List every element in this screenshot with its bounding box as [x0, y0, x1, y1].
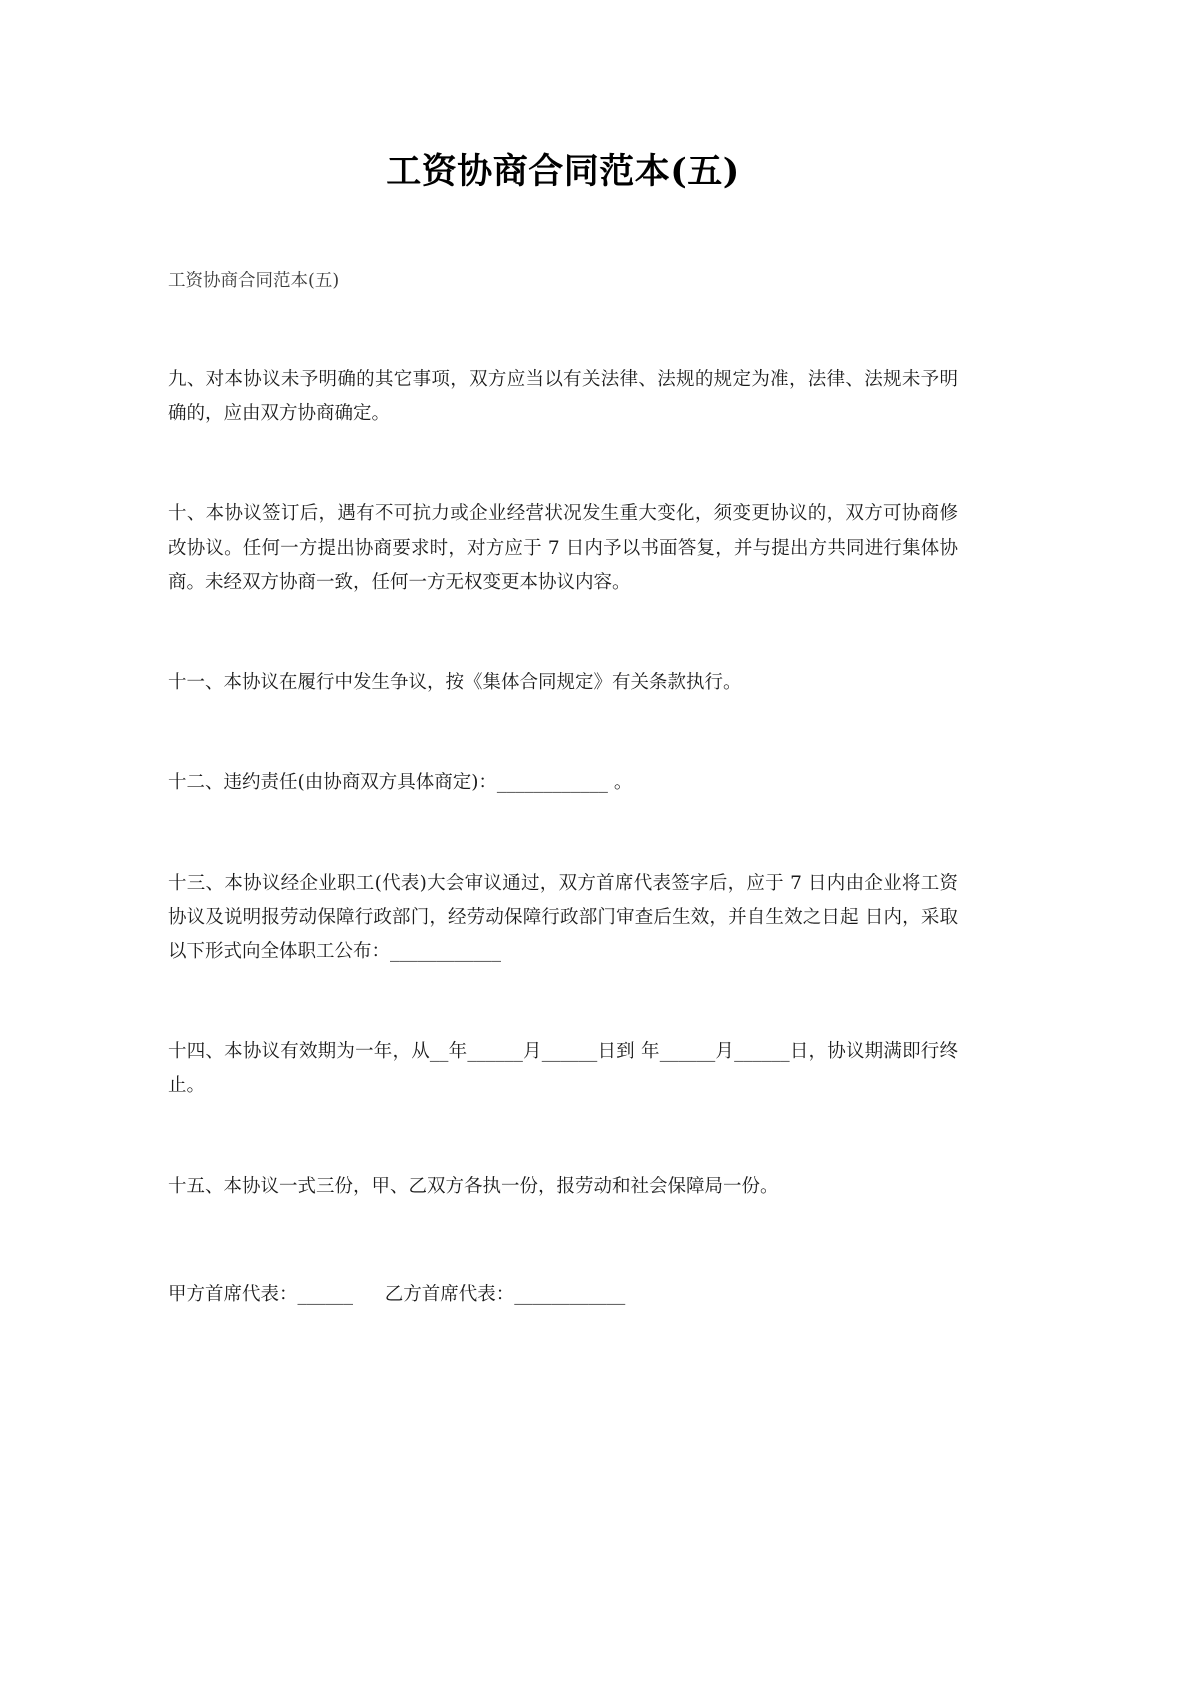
clause-fourteen: 十四、本协议有效期为一年，从__年______月______日到 年______月______日，协议期满即行终止。	[168, 1041, 958, 1097]
clause-thirteen: 十三、本协议经企业职工(代表)大会审议通过，双方首席代表签字后，应于 7 日内由企业将工资协议及说明报劳动保障行政部门，经劳动保障行政部门审查后生效，并自生效之日起 日内，采取以下形式向全体职工公布：____________	[168, 872, 958, 962]
clause-fifteen: 十五、本协议一式三份，甲、乙双方各执一份，报劳动和社会保障局一份。	[168, 1175, 779, 1197]
page-title: 工资协商合同范本(五)	[386, 151, 740, 192]
party-b-signature-label: 乙方首席代表：____________	[384, 1283, 626, 1305]
clause-twelve: 十二、违约责任(由协商双方具体商定)：____________ 。	[168, 772, 633, 794]
clause-ten: 十、本协议签订后，遇有不可抗力或企业经营状况发生重大变化，须变更协议的，双方可协商修改协议。任何一方提出协商要求时，对方应于 7 日内予以书面答复，并与提出方共同进行集体协商。未经双方协商一致，任何一方无权变更本协议内容。	[168, 503, 958, 593]
party-a-signature-label: 甲方首席代表：______	[168, 1283, 354, 1305]
clause-nine: 九、对本协议未予明确的其它事项，双方应当以有关法律、法规的规定为准，法律、法规未予明确的，应由双方协商确定。	[168, 369, 958, 425]
document-body	[168, 0, 958, 1312]
clause-eleven: 十一、本协议在履行中发生争议，按《集体合同规定》有关条款执行。	[168, 672, 742, 694]
document-subtitle: 工资协商合同范本(五)	[168, 271, 340, 292]
signature-line	[168, 1204, 958, 1312]
